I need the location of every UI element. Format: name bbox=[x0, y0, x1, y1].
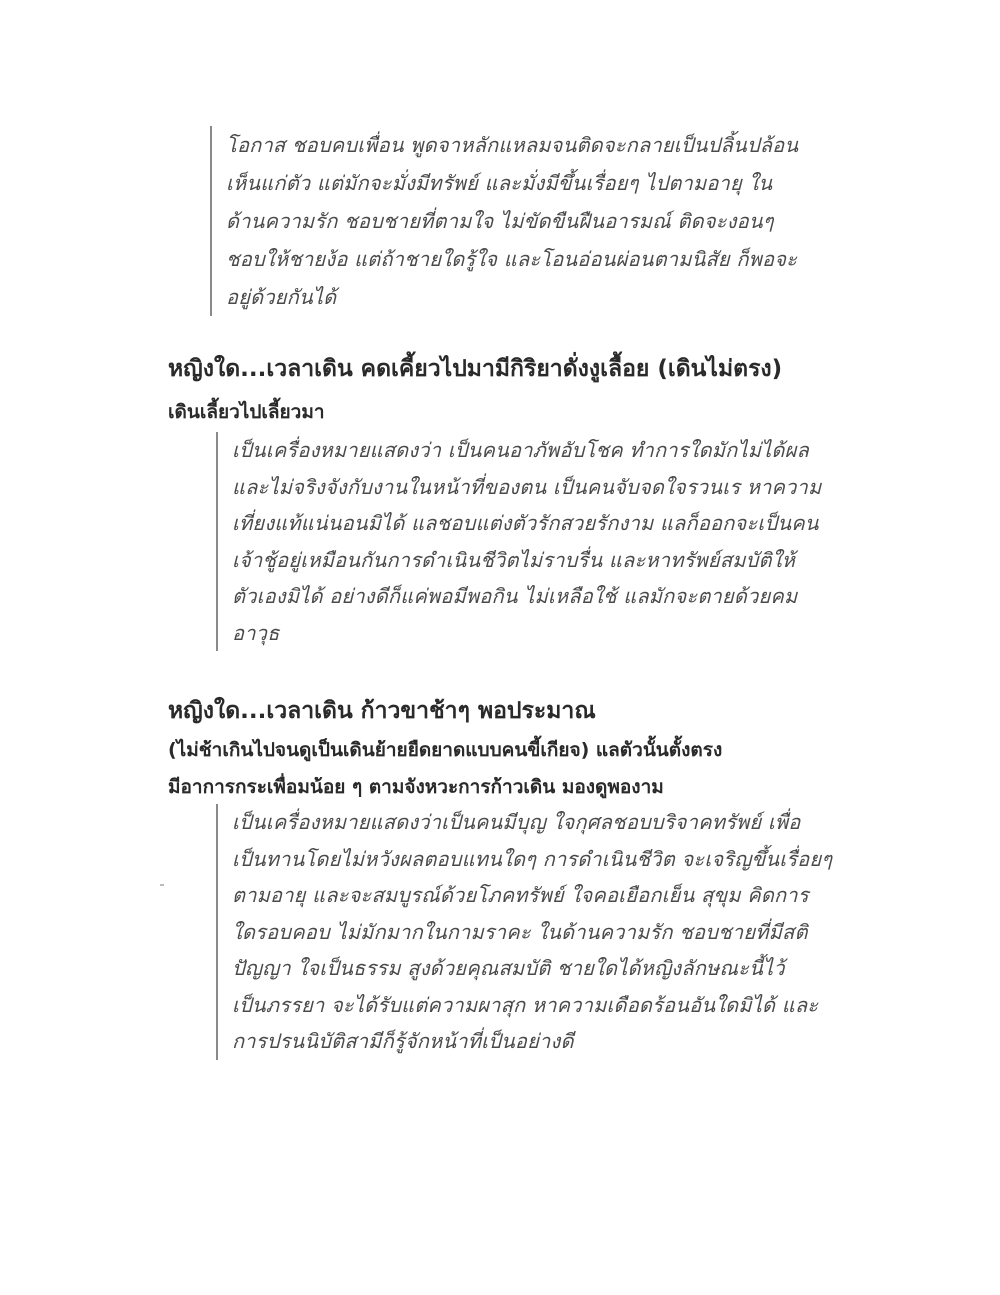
section3-heading: หญิงใด...เวลาเดิน ก้าวขาช้าๆ พอประมาณ bbox=[168, 698, 596, 724]
section3-subheading-line-2: มีอาการกระเพื่อมน้อย ๆ ตามจังหวะการก้าวเดิน มองดูพองาม bbox=[168, 776, 664, 798]
section2-line-6: อาวุธ bbox=[232, 620, 280, 645]
section1-line-4: ชอบให้ชายง้อ แต่ถ้าชายใดรู้ใจ และโอนอ่อนผ่อนตามนิสัย ก็พอจะ bbox=[226, 247, 798, 271]
section1-line-5: อยู่ด้วยกันได้ bbox=[226, 285, 337, 309]
section1-quote-block bbox=[210, 126, 799, 316]
section1-line-3: ด้านความรัก ชอบชายที่ตามใจ ไม่ขัดขืนฝืนอารมณ์ ติดจะงอนๆ bbox=[226, 209, 774, 233]
section2-line-3: เที่ยงแท้แน่นอนมิได้ แลชอบแต่งตัวรักสวยรักงาม แลก็ออกจะเป็นคน bbox=[232, 511, 819, 535]
section3-line-4: ใดรอบคอบ ไม่มักมากในกามราคะ ในด้านความรัก ชอบชายที่มีสติ bbox=[232, 919, 808, 944]
section3-line-2: เป็นทานโดยไม่หวังผลตอบแทนใดๆ การดำเนินชีวิต จะเจริญขึ้นเรื่อยๆ bbox=[232, 846, 833, 871]
section2-line-1: เป็นเครื่องหมายแสดงว่า เป็นคนอาภัพอับโชค ทำการใดมักไม่ได้ผล bbox=[232, 438, 809, 462]
section2-quote-block bbox=[216, 432, 822, 651]
section2-line-4: เจ้าชู้อยู่เหมือนกันการดำเนินชีวิตไม่ราบรื่น และหาทรัพย์สมบัติให้ bbox=[232, 547, 796, 572]
section3-line-7: การปรนนิบัติสามีก็รู้จักหน้าที่เป็นอย่างดี bbox=[232, 1029, 574, 1053]
section1-line-2: เห็นแก่ตัว แต่มักจะมั่งมีทรัพย์ และมั่งมีขึ้นเรื่อยๆ ไปตามอายุ ใน bbox=[226, 171, 773, 195]
section3-line-5: ปัญญา ใจเป็นธรรม สูงด้วยคุณสมบัติ ชายใดได้หญิงลักษณะนี้ไว้ bbox=[232, 956, 785, 980]
section2-line-5: ตัวเองมิได้ อย่างดีก็แค่พอมีพอกิน ไม่เหลือใช้ แลมักจะตายด้วยคม bbox=[232, 584, 798, 608]
section2-heading: หญิงใด...เวลาเดิน คดเคี้ยวไปมามีกิริยาดั่งงูเลื้อย (เดินไม่ตรง) bbox=[168, 356, 783, 382]
section3-quote-block bbox=[216, 804, 833, 1060]
section2-subheading: เดินเลี้ยวไปเลี้ยวมา bbox=[168, 401, 325, 423]
section1-line-1: โอกาส ชอบคบเพื่อน พูดจาหลักแหลมจนติดจะกลายเป็นปลิ้นปล้อน bbox=[226, 133, 799, 157]
section3-line-6: เป็นภรรยา จะได้รับแต่ความผาสุก หาความเดือดร้อนอันใดมิได้ และ bbox=[232, 992, 819, 1017]
section3-line-3: ตามอายุ และจะสมบูรณ์ด้วยโภคทรัพย์ ใจคอเยือกเย็น สุขุม คิดการ bbox=[232, 883, 809, 907]
section3-line-1: เป็นเครื่องหมายแสดงว่าเป็นคนมีบุญ ใจกุศลชอบบริจาคทรัพย์ เพื่อ bbox=[232, 810, 801, 834]
section2-line-2: และไม่จริงจังกับงานในหน้าที่ของตน เป็นคนจับจดใจรวนเร หาความ bbox=[232, 474, 822, 499]
scan-speck bbox=[160, 884, 164, 886]
section3-subheading-line-1: (ไม่ช้าเกินไปจนดูเป็นเดินย้ายยืดยาดแบบคนขี้เกียจ) แลตัวนั้นตั้งตรง bbox=[168, 739, 723, 761]
